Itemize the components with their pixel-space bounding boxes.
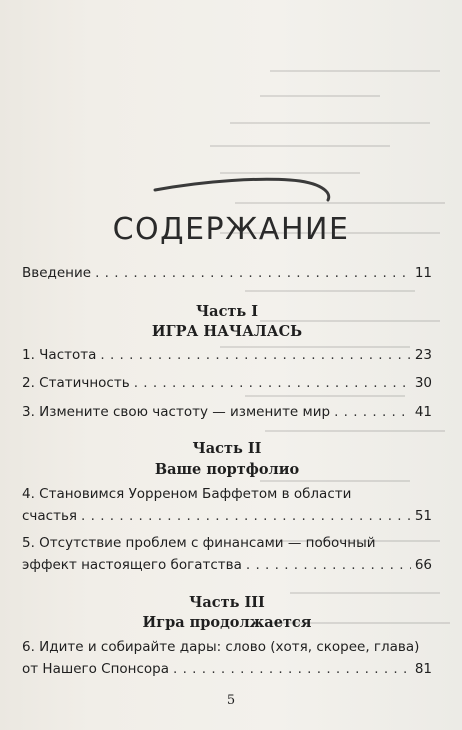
toc-entry-title: 3. Измените свою частоту — измените мир: [22, 404, 331, 420]
part-name: Игра продолжается: [142, 614, 312, 631]
toc-entry-title-cont: счастья: [22, 508, 78, 524]
dot-leader: [81, 505, 411, 527]
dot-leader: [173, 658, 411, 680]
toc-entry-title: 2. Статичность: [22, 375, 130, 391]
toc-entry[interactable]: [22, 483, 432, 527]
toc-entry-title-cont: эффект настоящего богатства: [22, 557, 242, 573]
toc-entry-title: 1. Частота: [22, 347, 97, 363]
toc-entry-page: 23: [414, 347, 432, 363]
toc-entry-title: 5. Отсутствие проблем с финансами — побочный: [22, 535, 376, 551]
toc-entry-page: 81: [414, 661, 432, 677]
toc-entry-title: Введение: [22, 265, 92, 281]
decorative-swoosh-icon: [150, 150, 350, 210]
dot-leader: [100, 344, 410, 366]
dot-leader: [134, 372, 411, 394]
page-title: СОДЕРЖАНИЕ: [112, 212, 350, 247]
toc-entry-page: 66: [414, 557, 432, 573]
toc-entry[interactable]: [22, 344, 432, 366]
part-label: Часть II: [192, 440, 262, 457]
toc-entry-page: 11: [414, 265, 432, 281]
toc-entry-page: 30: [414, 375, 432, 391]
toc-entry-page: 41: [414, 404, 432, 420]
toc-entry-title: 4. Становимся Уорреном Баффетом в области: [22, 486, 352, 502]
page-number: 5: [226, 693, 236, 708]
toc-entry[interactable]: [22, 262, 432, 284]
toc-entry-title: 6. Идите и собирайте дары: слово (хотя, скорее, глава): [22, 639, 420, 655]
toc-entry[interactable]: [22, 401, 432, 423]
toc-entry[interactable]: [22, 636, 432, 680]
part-label: Часть III: [189, 594, 265, 611]
toc-entry[interactable]: [22, 372, 432, 394]
dot-leader: [334, 401, 411, 423]
toc-entry-page: 51: [414, 508, 432, 524]
part-name: ИГРА НАЧАЛАСЬ: [151, 323, 303, 340]
dot-leader: [95, 262, 411, 284]
toc-entry-title-cont: от Нашего Спонсора: [22, 661, 170, 677]
dot-leader: [246, 554, 411, 576]
toc-entry[interactable]: [22, 532, 432, 576]
part-label: Часть I: [195, 303, 259, 320]
part-name: Ваше портфолио: [154, 461, 300, 478]
